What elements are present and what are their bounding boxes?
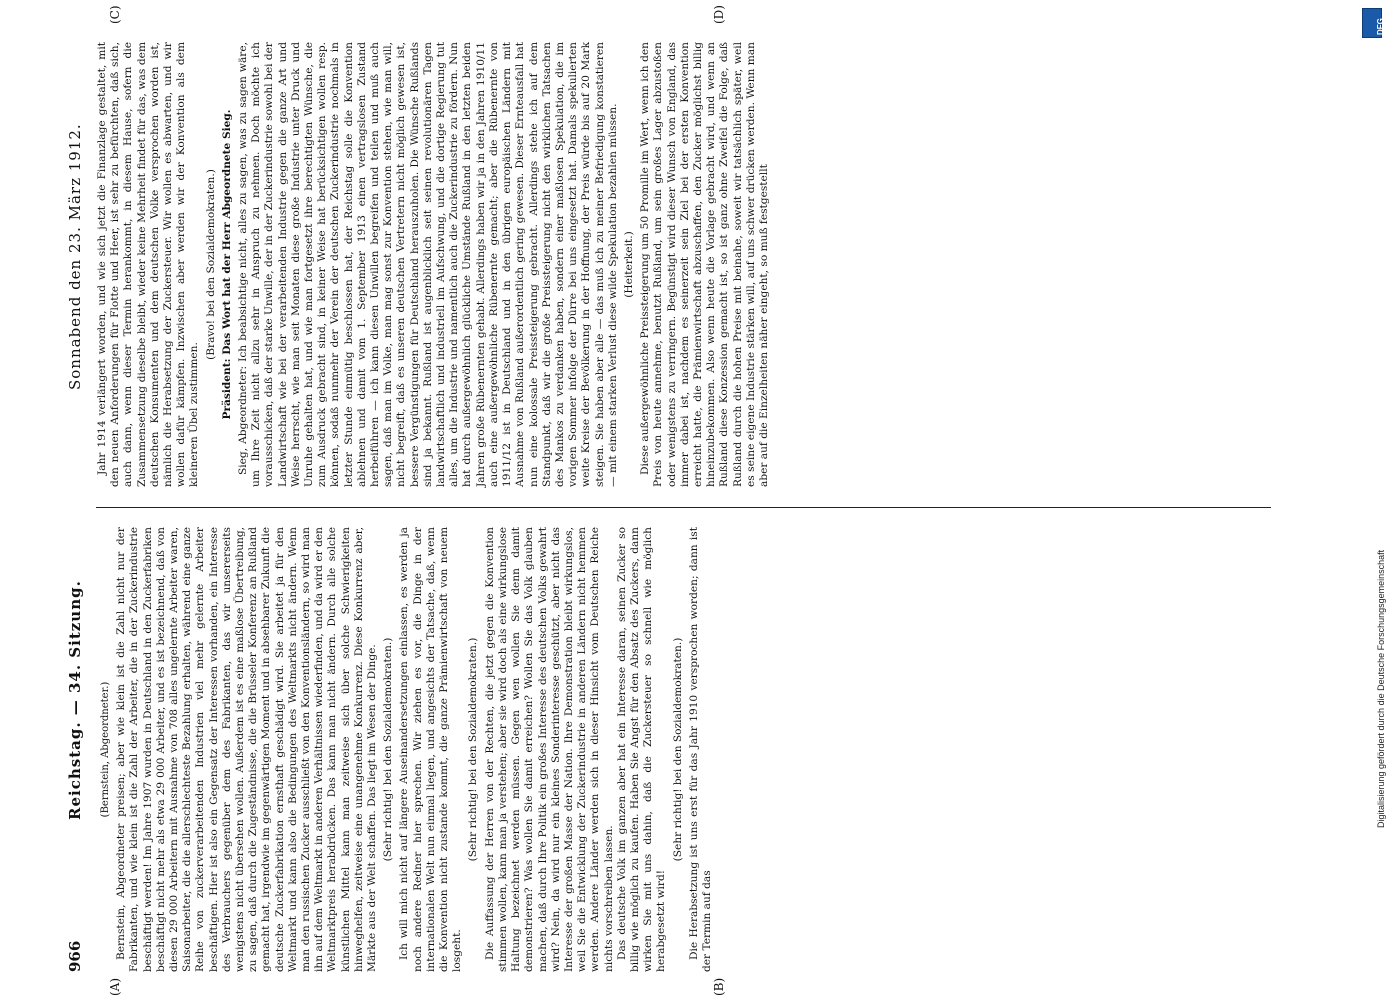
interjection: (Sehr richtig! bei den Sozialdemokraten.) <box>467 637 480 862</box>
margin-mark-a: (A) <box>108 977 122 996</box>
margin-mark-c: (C) <box>108 5 122 24</box>
column-divider <box>96 507 1271 508</box>
digitization-note-text: Digitalisierung gefördert durch die Deutsche Forschungsgemeinschaft <box>1376 549 1386 828</box>
scanned-page <box>12 0 1352 1000</box>
president-line: Präsident: Das Wort hat der Herr Abgeordnete Sieg. <box>220 109 233 420</box>
header-date: Sonnabend den 23. März 1912. <box>66 123 84 390</box>
dfg-logo-text: DFG <box>1376 18 1385 35</box>
page-header <box>64 0 90 1000</box>
paragraph: Die Herabsetzung ist uns erst für das Jahr 1910 versprochen worden; dann ist der Termin auf das <box>687 527 713 972</box>
header-title: Reichstag. — 34. Sitzung. <box>66 580 84 820</box>
paragraph: Jahr 1914 verlängert worden, und wie sich jetzt die Finanzlage gestaltet, mit den neuen Anforderungen für Flotte und Heer, ist sehr zu befürchten, daß sich, auch dann, wenn dieser Termin herankommt, in diesem Hause, sofern die Zusammensetzung dieselbe bleibt, wieder keine Mehrheit findet für das, was dem deutschen Konsumenten und dem deutschen Volke versprochen worden ist, nämlich die Herabsetzung der Zuckersteuer. Wir wollen es abwarten, und wir wollen dafür kämpfen. Inzwischen aber werden wir der Konvention als dem kleineren Übel zustimmen. <box>96 42 201 487</box>
right-column <box>96 42 1271 487</box>
page-number: 966 <box>66 940 84 972</box>
margin-mark-b: (B) <box>712 977 726 996</box>
interjection: (Bravo! bei den Sozialdemokraten.) <box>204 169 217 360</box>
paragraph: Bernstein, Abgeordneter preisen; aber wie klein ist die Zahl nicht nur der Fabrikanten, und wie klein ist die Zahl der Arbeiter, die in der Zuckerindustrie beschäftigt werden! Im Jahre 1907 wurden in Deutschland in den Zuckerfabriken beschäftigt nicht mehr als etwa 29 000 Arbeiter, und es ist bezeichnend, daß von diesen 29 000 Arbeitern mit Ausnahme von 708 alles ungelernte Arbeiter waren, Saisonarbeiter, die die allerschlechteste Bezahlung erhalten, während eine ganze Reihe von zuckerverarbeitenden Industrien viel mehr gelernte Arbeiter beschäftigen. Hier ist also ein Gegensatz der Interessen vorhanden, ein Interesse des Verbrauchers gegenüber dem des Fabrikanten, das wir unsererseits wenigstens nicht übersehen wollen. Außerdem ist es eine maßlose Übertreibung, zu sagen, daß durch die Zugeständnisse, die die Brüsseler Konferenz an Rußland gemacht hat, irgendwie im gegenwärtigen Moment und in absehbarer Zukunft die deutsche Zuckerfabrikation ernsthaft geschädigt wird. Sie arbeitet ja für den Weltmarkt und kann also die Bedingungen des Weltmarkts nicht ändern. Wenn man den russischen Zucker ausschließt von den Konventionsländern, so wird man ihn auf dem Weltmarkt in anderen Verhältnissen wiederfinden, und da wird er den Weltmarktpreis herabdrücken. Das kann man nicht ändern. Durch alle solche künstlichen Mittel kann man zeitweise sich über solche Schwierigkeiten hinweghelfen, zeitweise eine unangenehme Konkurrenz. Diese Konkurrenz aber, Märkte aus der Welt schaffen. Das liegt im Wesen der Dinge. <box>115 527 379 972</box>
left-column <box>96 527 1271 972</box>
margin-mark-d: (D) <box>712 5 726 24</box>
interjection: (Heiterkeit.) <box>622 231 635 298</box>
interjection: (Sehr richtig! bei den Sozialdemokraten.) <box>382 637 395 862</box>
speaker-tag: (Bernstein, Abgeordneter.) <box>100 681 111 818</box>
paragraph: Diese außergewöhnliche Preissteigerung um 50 Promille im Wert, wenn ich den Preis von heute annehme, benutzt Rußland, um sein großes Lager abzustoßen oder wenigstens zu verringern. Begünstigt wird dieser Wunsch von England, das immer dabei ist, nachdem es seinerzeit sein Ziel bei der ersten Konvention erreicht hatte, die Prämienwirtschaft abzuschaffen, den Zucker möglichst billig hineinzubekommen. Also wenn heute die Vorlage gebracht wird, und wenn an Rußland diese Konzession gemacht ist, so ist ganz ohne Zweifel die Folge, daß Rußland durch die hohen Preise mit beinahe, soweit wir tatsächlich später, weil es seine eigene Industrie stärken will, auf uns schwer drücken werden. Wenn man aber auf die Einzelheiten näher eingeht, so muß festgestellt <box>639 42 770 487</box>
paragraph: Das deutsche Volk im ganzen aber hat ein Interesse daran, seinen Zucker so billig wie möglich zu kaufen. Haben Sie Angst für den Absatz des Zuckers, dann wirken Sie mit uns dahin, daß die Zuckersteuer so schnell wie möglich herabgesetzt wird! <box>615 527 668 972</box>
paragraph: Sieg, Abgeordneter: Ich beabsichtige nicht, alles zu sagen, was zu sagen wäre, um Ihre Zeit nicht allzu sehr in Anspruch zu nehmen. Doch möchte ich vorausschicken, daß der starke Unwille, der in der Zuckerindustrie sowohl bei der Landwirtschaft wie bei der verarbeitenden Industrie gegen die ganze Art und Weise herrscht, wie man seit Monaten diese große Industrie unter Druck und Unruhe gehalten hat, und wie man fortgesetzt ihre berechtigten Wünsche, die zum Ausdruck gebracht sind, in keiner Weise hat berücksichtigen wollen resp. können, sodaß nunmehr der Verein der deutschen Zuckerindustrie nochmals in letzter Stunde einmütig beschlossen hat, der Reichstag solle die Konvention ablehnen und damit vom 1. September 1913 einen vertragslosen Zustand herbeiführen — ich kann diesen Unwillen begreifen und teilen und muß auch sagen, daß man im Volke, man mag sonst zur Konvention stehen, wie man will, nicht begreift, daß es unseren deutschen Vertretern nicht möglich gewesen ist, bessere Vergünstigungen für Deutschland herauszuholen. Die Wünsche Rußlands sind ja bekannt. Rußland ist augenblicklich seit seinen revolutionären Tagen landwirtschaftlich und industriell im Aufschwung, und die dortige Regierung tut alles, um die Industrie und namentlich auch die Zuckerindustrie zu fördern. Nun hat durch außergewöhnlich glückliche Umstände Rußland in den letzten beiden Jahren große Rübenernten gehabt. Allerdings haben wir ja in den Jahren 1910/11 auch eine außergewöhnliche Rübenernte gemacht; aber die Rübenernte von 1911/12 ist in Deutschland und in den übrigen europäischen Ländern mit Ausnahme von Rußland außerordentlich gering gewesen. Dieser Ernteausfall hat nun eine kolossale Preissteigerung gebracht. Allerdings stehe ich auf dem Standpunkt, daß wir die große Preissteigerung nicht den wirklichen Tatsachen des Mankos zu verdanken haben, sondern einer maßlosen Spekulation, die im vorigen Sommer infolge der Dürre bei uns eingesetzt hat. Damals spekulierten weite Kreise der Bevölkerung in der Hoffnung, der Preis würde bis auf 20 Mark steigen. Sie haben aber alle — das muß ich zu meiner Befriedigung konstatieren — mit einem starken Verlust diese wilde Spekulation bezahlen müssen. <box>237 42 619 487</box>
interjection: (Sehr richtig! bei den Sozialdemokraten.) <box>671 637 684 862</box>
paragraph: Die Auffassung der Herren von der Rechten, die jetzt gegen die Konvention stimmen wollen, kann man ja verstehen; aber sie wird doch als eine wirkungslose Haltung bezeichnet werden müssen. Gegen wen wollen Sie denn damit demonstrieren? Was wollen Sie damit erreichen? Wollen Sie das Volk glauben machen, daß durch Ihre Politik ein großes Interesse des deutschen Volks gewahrt wird? Nein, da wird nur ein kleines Sonderinteresse geschützt, aber nicht das Interesse der großen Masse der Nation. Ihre Demonstration bleibt wirkungslos, weil Sie die Entwicklung der Zuckerindustrie in anderen Ländern nicht hemmen werden. Andere Länder werden sich in dieser Hinsicht vom Deutschen Reiche nichts vorschreiben lassen. <box>483 527 615 972</box>
paragraph: Ich will mich nicht auf längere Auseinandersetzungen einlassen, es werden ja noch andere Redner hier sprechen. Wir ziehen es vor, die Dinge in der internationalen Welt nun einmal liegen, und angesichts der Tatsache, daß, wenn die Konvention nicht zustande kommt, die ganze Prämienwirtschaft von neuem losgeht. <box>398 527 464 972</box>
